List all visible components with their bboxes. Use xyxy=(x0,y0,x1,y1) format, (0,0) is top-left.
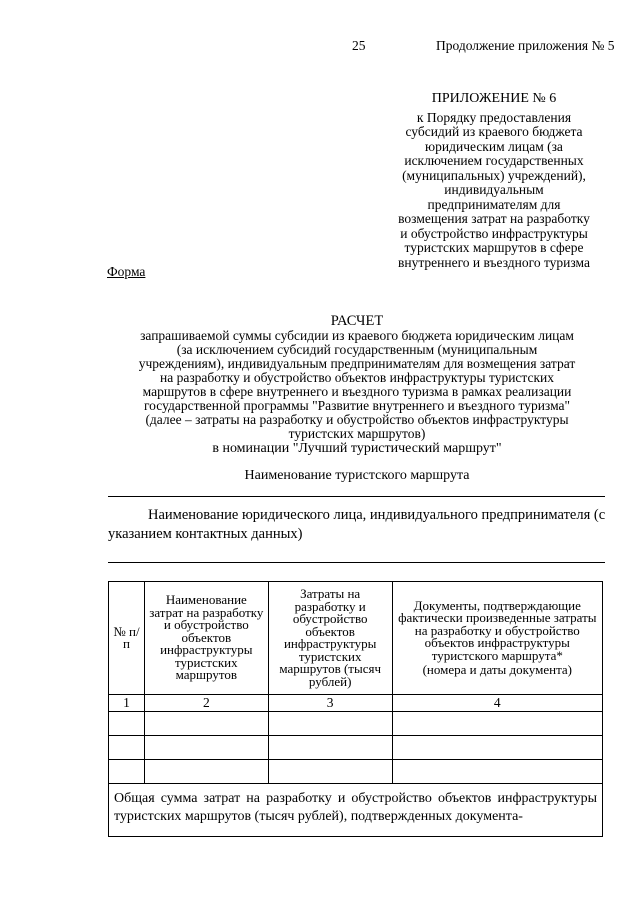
appendix-line: и обустройство инфраструктуры xyxy=(400,225,588,241)
appendix-line: туристских маршрутов в сфере xyxy=(404,240,584,255)
appendix-line: исключением государственных xyxy=(404,153,584,168)
calculation-line: государственной программы "Развитие внутреннего и въездного туризма" xyxy=(143,398,571,413)
column-number: 1 xyxy=(109,695,145,712)
total-cell: Общая сумма затрат на разработку и обустройство объектов инфраструктуры туристских маршрутов (тысяч рублей), подтвержденных документа- xyxy=(109,784,603,837)
page-number: 25 xyxy=(352,38,366,53)
appendix-line: внутреннего и въездного туризма xyxy=(398,254,590,270)
appendix-line: индивидуальным xyxy=(444,182,544,197)
legal-entity-label: Наименование юридического лица, индивидуального предпринимателя (с указанием контактных данных) xyxy=(108,507,606,542)
total-row xyxy=(109,784,603,837)
header-documents-subtext: (номера и даты документа) xyxy=(422,662,573,677)
header-cell-number: № п/п xyxy=(109,582,145,695)
calculation-line: (далее – затраты на разработку и обустройство объектов инфраструктуры xyxy=(145,412,569,427)
route-name-label: Наименование туристского маршрута xyxy=(244,468,470,483)
header-documents-text: Документы, подтверждающие фактически произведенные затраты на разработку и обустройство объектов инфраструктуры туристского маршрута* xyxy=(398,597,597,663)
appendix-line: (муниципальных) учреждений), xyxy=(402,167,586,183)
table-cell[interactable] xyxy=(144,760,268,784)
table-cell[interactable] xyxy=(268,736,392,760)
form-label: Форма xyxy=(107,264,146,279)
table-row xyxy=(109,712,603,736)
appendix-line: возмещения затрат на разработку xyxy=(398,211,590,226)
table-cell[interactable] xyxy=(144,736,268,760)
calculation-line: (за исключением субсидий государственным (муниципальным xyxy=(176,342,538,357)
table-cell[interactable] xyxy=(392,760,602,784)
calculation-line: на разработку и обустройство объектов инфраструктуры туристских xyxy=(159,370,555,385)
column-number-row xyxy=(109,695,603,712)
appendix-line: юридическим лицам (за xyxy=(425,138,563,154)
calculation-title: РАСЧЕТ xyxy=(330,313,384,329)
calculation-line: маршрутов в сфере внутреннего и въездного туризма в рамках реализации xyxy=(142,384,572,399)
table-header-row xyxy=(109,582,603,695)
column-number: 3 xyxy=(268,695,392,712)
table-cell[interactable] xyxy=(392,712,602,736)
table-cell[interactable] xyxy=(268,760,392,784)
calculation-line: учреждениям), индивидуальным предпринимателям для возмещения затрат xyxy=(138,356,576,371)
column-number: 2 xyxy=(144,695,268,712)
appendix-line: субсидий из краевого бюджета xyxy=(405,124,583,139)
table-row xyxy=(109,736,603,760)
table-cell[interactable] xyxy=(268,712,392,736)
header-cell-cost-amount: Затраты на разработку и обустройство объектов инфраструктуры туристских маршрутов (тысяч рублей) xyxy=(268,582,392,695)
column-number: 4 xyxy=(392,695,602,712)
table-cell[interactable] xyxy=(109,760,145,784)
table-cell[interactable] xyxy=(109,736,145,760)
appendix-title: ПРИЛОЖЕНИЕ № 6 xyxy=(431,91,557,106)
legal-entity-fill-line xyxy=(108,562,605,563)
nomination-line: в номинации "Лучший туристический маршрут" xyxy=(212,441,502,456)
header-cell-cost-name: Наименование затрат на разработку и обустройство объектов инфраструктуры туристских маршрутов xyxy=(144,582,268,695)
appendix-line: предпринимателям для xyxy=(427,196,561,212)
header-cell-documents xyxy=(392,582,602,695)
calculation-line: запрашиваемой суммы субсидии из краевого бюджета юридическим лицам xyxy=(140,328,574,343)
calculation-block xyxy=(107,314,607,441)
appendix-block xyxy=(380,92,608,270)
table-cell[interactable] xyxy=(144,712,268,736)
calculation-line: туристских маршрутов) xyxy=(288,426,426,441)
continuation-note: Продолжение приложения № 5 xyxy=(436,38,615,53)
table-cell[interactable] xyxy=(109,712,145,736)
costs-table xyxy=(108,581,603,837)
route-name-fill-line xyxy=(108,496,605,497)
appendix-line: к Порядку предоставления xyxy=(416,109,572,125)
table-row xyxy=(109,760,603,784)
table-cell[interactable] xyxy=(392,736,602,760)
